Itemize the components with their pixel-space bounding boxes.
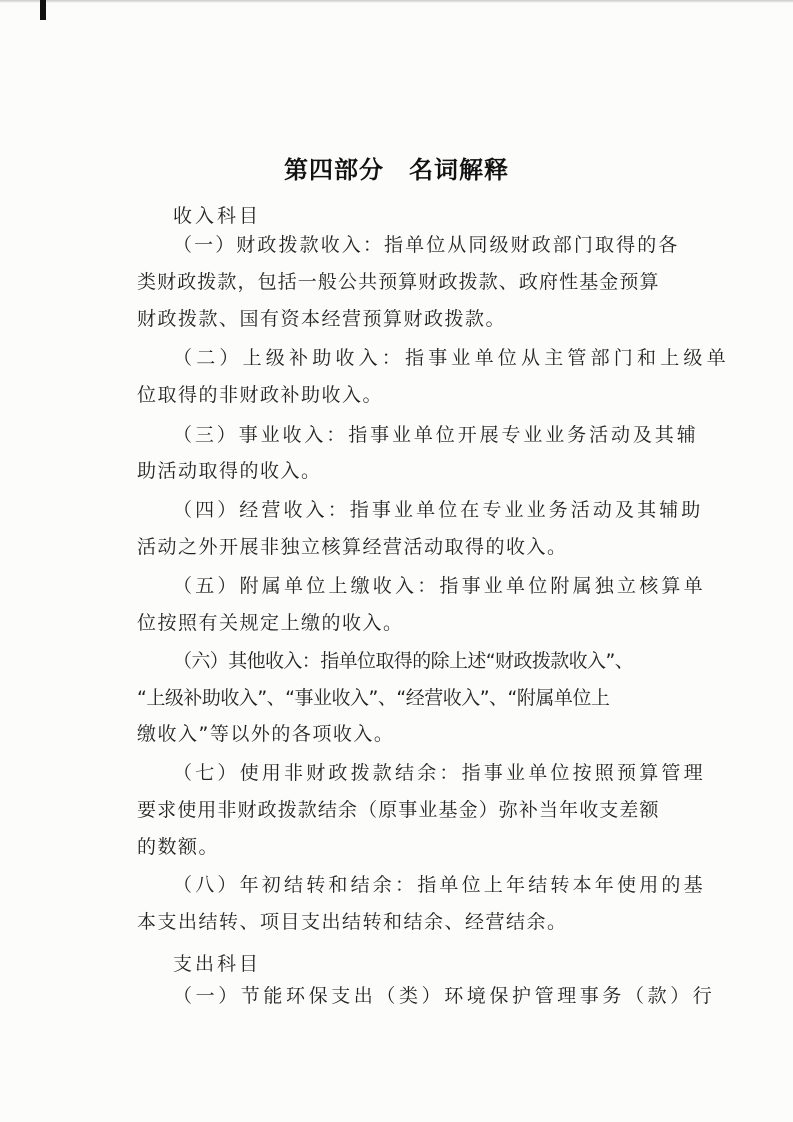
expense-heading: 支出科目 [173, 953, 262, 975]
page-top-shadow [0, 0, 793, 3]
paragraph-line: （一）节能环保支出（类）环境保护管理事务（款）行 [173, 985, 716, 1007]
paragraph-line: 助活动取得的收入。 [137, 460, 322, 482]
scan-edge-mark [40, 0, 46, 20]
paragraph-line: 财政拨款、国有资本经营预算财政拨款。 [137, 308, 507, 330]
paragraph-line: 缴收入”等以外的各项收入。 [137, 723, 395, 745]
paragraph-line: （七）使用非财政拨款结余：指事业单位按照预算管理 [173, 762, 706, 784]
paragraph-line: 类财政拨款，包括一般公共预算财政拨款、政府性基金预算 [137, 271, 660, 293]
paragraph-line: （二）上级补助收入：指事业单位从主管部门和上级单 [173, 347, 730, 369]
paragraph-line: “上级补助收入”、“事业收入”、“经营收入”、“附属单位上 [137, 687, 610, 709]
paragraph-line: （八）年初结转和结余：指单位上年结转本年使用的基 [173, 874, 706, 896]
income-heading: 收入科目 [173, 205, 262, 227]
paragraph-line: （四）经营收入：指事业单位在专业业务活动及其辅助 [173, 499, 704, 521]
paragraph-line: 要求使用非财政拨款结余（原事业基金）弥补当年收支差额 [137, 799, 660, 821]
paragraph-line: （一）财政拨款收入：指单位从同级财政部门取得的各 [173, 234, 680, 256]
paragraph-line: （五）附属单位上缴收入：指事业单位附属独立核算单 [173, 575, 706, 597]
paragraph-line: 本支出结转、项目支出结转和结余、经营结余。 [137, 911, 568, 933]
paragraph-line: 活动之外开展非独立核算经营活动取得的收入。 [137, 536, 568, 558]
paragraph-line: 位按照有关规定上缴的收入。 [137, 612, 404, 634]
paragraph-line: （六）其他收入：指单位取得的除上述“财政拨款收入”、 [173, 650, 634, 672]
paragraph-line: 的数额。 [137, 836, 220, 858]
paragraph-line: （三）事业收入：指事业单位开展专业业务活动及其辅 [173, 424, 699, 446]
paragraph-line: 位取得的非财政补助收入。 [137, 384, 384, 406]
page-title: 第四部分 名词解释 [284, 155, 509, 184]
